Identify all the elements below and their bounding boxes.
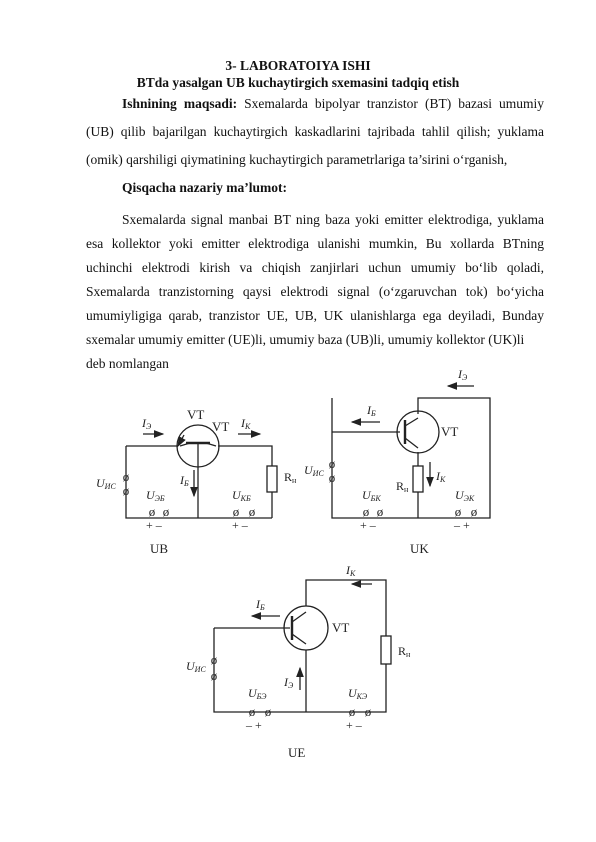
ue-ik-label: IК <box>346 563 356 578</box>
ub-terminal-in-1: ø <box>122 469 130 484</box>
uk-terminal-bk-1: ø <box>362 504 370 519</box>
ue-polarity-1: – + <box>246 718 262 732</box>
uk-terminal-ek-1: ø <box>454 504 462 519</box>
uk-vt-label: VT <box>441 424 459 439</box>
ue-terminal-in-2: ø <box>210 668 218 683</box>
ue-uin-label: UИС <box>186 659 206 674</box>
ub-ib-label: IБ <box>180 473 189 488</box>
ub-terminal-kb-2: ø <box>248 504 256 519</box>
uk-terminal-ek-2: ø <box>470 504 478 519</box>
uk-terminal-bk-2: ø <box>376 504 384 519</box>
ue-r-label: Rн <box>398 644 411 659</box>
ue-caption: UE <box>288 745 306 760</box>
ub-polarity-1: + – <box>146 518 162 532</box>
ub-vt-label-2: VT <box>212 419 230 434</box>
ue-terminal-ke-1: ø <box>348 704 356 719</box>
aim-line-2: (UB) qilib bajarilgan kuchaytirgich kaskadlarini tajribada tahlil qilish; yuklama <box>86 124 544 139</box>
ub-terminal-kb-1: ø <box>232 504 240 519</box>
aim-line-3: (omik) qarshiligi qiymatining kuchaytirgich parametrlariga ta’sirini o‘rganish, <box>86 152 508 167</box>
uk-caption: UK <box>410 541 429 556</box>
uk-r-label: Rн <box>396 479 409 494</box>
ue-terminal-be-1: ø <box>248 704 256 719</box>
ue-vt-label: VT <box>332 620 350 635</box>
ue-uke-label: UКЭ <box>348 686 368 701</box>
ub-caption: UB <box>150 541 169 556</box>
ue-ie-label: IЭ <box>284 675 294 690</box>
theory-line-7: deb nomlangan <box>86 356 169 371</box>
ue-terminal-be-2: ø <box>264 704 272 719</box>
theory-line-5: umumiyligiga qarab, tranzistor UE, UB, UK ulanishlarga ega deyiladi, Bunday <box>86 308 544 323</box>
uk-uin-label: UИС <box>304 463 324 478</box>
uk-ik-label: IК <box>436 469 446 484</box>
uk-terminal-in-1: ø <box>328 456 336 471</box>
theory-line-6: sxemalar umumiy emitter (UE)li, umumiy baza (UB)li, umumiy kollektor (UK)li <box>86 332 525 347</box>
uk-polarity-1: + – <box>360 518 376 532</box>
ub-ik-label: IК <box>241 416 251 431</box>
ub-terminal-eb-2: ø <box>162 504 170 519</box>
ue-ib-label: IБ <box>256 597 265 612</box>
ue-terminal-in-1: ø <box>210 652 218 667</box>
lab-title: 3- LABORATOIYA ISHI <box>225 58 371 73</box>
uk-ib-label: IБ <box>367 403 376 418</box>
theory-line-1: Sxemalarda signal manbai BT ning baza yoki emitter elektrodiga, yuklama <box>122 212 544 227</box>
ub-terminal-in-2: ø <box>122 483 130 498</box>
ub-polarity-2: + – <box>232 518 248 532</box>
aim-label: Ishnining maqsadi: <box>122 96 238 111</box>
uk-ubk-label: UБК <box>362 488 381 503</box>
uk-polarity-2: – + <box>454 518 470 532</box>
ub-ie-label: IЭ <box>142 416 152 431</box>
ue-polarity-2: + – <box>346 718 362 732</box>
theory-heading: Qisqacha nazariy ma’lumot: <box>122 180 287 195</box>
ub-r-label: Rн <box>284 470 297 485</box>
ub-terminal-eb-1: ø <box>148 504 156 519</box>
ub-vt-label: VT <box>187 407 205 422</box>
uk-ie-label: IЭ <box>458 367 468 382</box>
lab-subtitle: BTda yasalgan UB kuchaytirgich sxemasini tadqiq etish <box>136 75 460 90</box>
ue-ube-label: UБЭ <box>248 686 267 701</box>
uk-uek-label: UЭК <box>455 488 475 503</box>
uk-terminal-in-2: ø <box>328 470 336 485</box>
ub-uin-label: UИС <box>96 476 116 491</box>
theory-line-4: Sxemalarda tranzistorning qaysi elektrodi signal (o‘zgaruvchan tok) bo‘yicha <box>86 284 544 299</box>
ub-ueb-label: UЭБ <box>146 488 165 503</box>
theory-line-3: uchinchi elektrodi kirish va chiqish zanjirlari uchun umumiy bo‘lib qoladi, <box>86 260 544 275</box>
theory-line-2: esa kollektor yoki emitter elektrodiga ulanishi mumkin, Bu xollarda BTning <box>86 236 544 251</box>
ub-ukb-label: UКБ <box>232 488 251 503</box>
ue-terminal-ke-2: ø <box>364 704 372 719</box>
aim-text-1: Sxemalarda bipolyar tranzistor (BT) bazasi umumiy <box>244 96 544 111</box>
